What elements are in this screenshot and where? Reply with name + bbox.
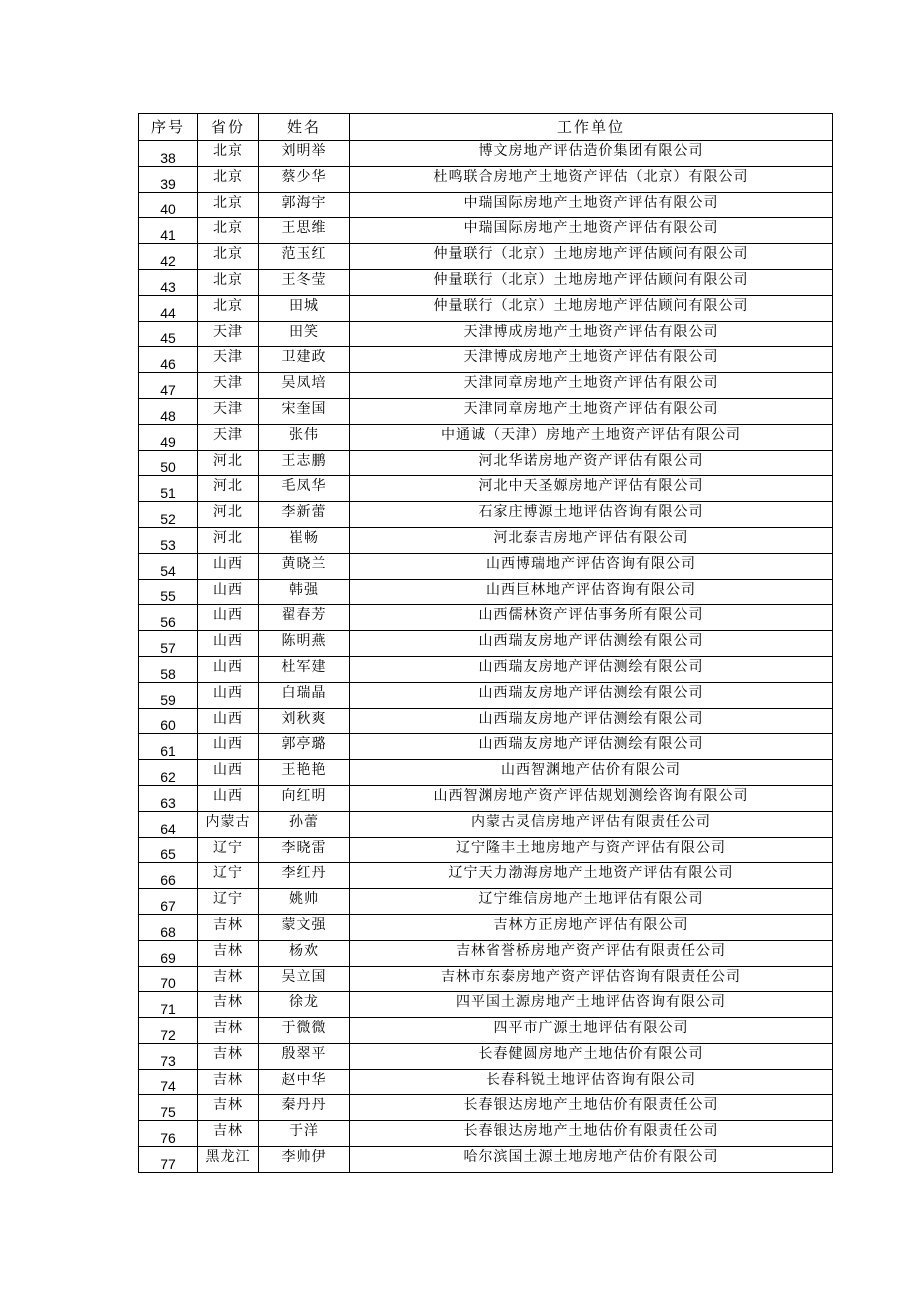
cell-no: 72 <box>139 1018 198 1044</box>
cell-province: 山西 <box>198 579 259 605</box>
table-row <box>139 992 833 1018</box>
cell-name: 向红明 <box>259 785 350 811</box>
cell-name: 徐龙 <box>259 992 350 1018</box>
cell-organization: 河北中天圣嫄房地产评估有限公司 <box>350 476 833 502</box>
cell-no: 55 <box>139 579 198 605</box>
cell-organization: 山西儒林资产评估事务所有限公司 <box>350 605 833 631</box>
table-row <box>139 166 833 192</box>
cell-province: 北京 <box>198 269 259 295</box>
table-row <box>139 889 833 915</box>
cell-province: 天津 <box>198 347 259 373</box>
cell-name: 田城 <box>259 295 350 321</box>
cell-name: 李红丹 <box>259 863 350 889</box>
table-row <box>139 373 833 399</box>
table-row <box>139 192 833 218</box>
table-row <box>139 450 833 476</box>
cell-province: 天津 <box>198 424 259 450</box>
cell-organization: 辽宁维信房地产土地评估有限公司 <box>350 889 833 915</box>
table-row <box>139 656 833 682</box>
cell-organization: 仲量联行（北京）土地房地产评估顾问有限公司 <box>350 244 833 270</box>
cell-name: 崔畅 <box>259 527 350 553</box>
cell-no: 56 <box>139 605 198 631</box>
table-row <box>139 527 833 553</box>
cell-province: 吉林 <box>198 1043 259 1069</box>
cell-no: 39 <box>139 166 198 192</box>
cell-name: 王志鹏 <box>259 450 350 476</box>
cell-no: 75 <box>139 1095 198 1121</box>
header-organization: 工作单位 <box>350 114 833 141</box>
cell-organization: 吉林省誉桥房地产资产评估有限责任公司 <box>350 940 833 966</box>
cell-no: 65 <box>139 837 198 863</box>
roster-table <box>138 113 833 1173</box>
table-row <box>139 1121 833 1147</box>
cell-no: 42 <box>139 244 198 270</box>
cell-name: 郭海宇 <box>259 192 350 218</box>
cell-no: 46 <box>139 347 198 373</box>
cell-organization: 山西智渊房地产资产评估规划测绘咨询有限公司 <box>350 785 833 811</box>
cell-no: 43 <box>139 269 198 295</box>
cell-organization: 中瑞国际房地产土地资产评估有限公司 <box>350 218 833 244</box>
cell-province: 北京 <box>198 295 259 321</box>
table-row <box>139 1147 833 1173</box>
cell-organization: 吉林市东泰房地产资产评估咨询有限责任公司 <box>350 966 833 992</box>
cell-name: 卫建政 <box>259 347 350 373</box>
cell-name: 赵中华 <box>259 1069 350 1095</box>
table-row <box>139 966 833 992</box>
cell-name: 陈明燕 <box>259 631 350 657</box>
cell-province: 辽宁 <box>198 863 259 889</box>
table-row <box>139 682 833 708</box>
table-row <box>139 218 833 244</box>
cell-organization: 中瑞国际房地产土地资产评估有限公司 <box>350 192 833 218</box>
cell-no: 51 <box>139 476 198 502</box>
cell-organization: 河北华诺房地产资产评估有限公司 <box>350 450 833 476</box>
table-row <box>139 631 833 657</box>
cell-no: 64 <box>139 811 198 837</box>
cell-organization: 山西瑞友房地产评估测绘有限公司 <box>350 708 833 734</box>
cell-no: 59 <box>139 682 198 708</box>
cell-organization: 山西瑞友房地产评估测绘有限公司 <box>350 682 833 708</box>
cell-name: 白瑞晶 <box>259 682 350 708</box>
cell-name: 宋奎国 <box>259 398 350 424</box>
cell-organization: 哈尔滨国土源土地房地产估价有限公司 <box>350 1147 833 1173</box>
cell-no: 62 <box>139 760 198 786</box>
table-header-row <box>139 114 833 141</box>
table-row <box>139 141 833 167</box>
cell-no: 40 <box>139 192 198 218</box>
cell-province: 山西 <box>198 760 259 786</box>
cell-province: 吉林 <box>198 940 259 966</box>
cell-no: 66 <box>139 863 198 889</box>
cell-organization: 四平市广源土地评估有限公司 <box>350 1018 833 1044</box>
cell-name: 于洋 <box>259 1121 350 1147</box>
cell-name: 吴立国 <box>259 966 350 992</box>
table-row <box>139 476 833 502</box>
cell-name: 王思维 <box>259 218 350 244</box>
table-row <box>139 244 833 270</box>
table-row <box>139 398 833 424</box>
cell-no: 63 <box>139 785 198 811</box>
table-row <box>139 321 833 347</box>
cell-organization: 天津博成房地产土地资产评估有限公司 <box>350 321 833 347</box>
table-row <box>139 811 833 837</box>
cell-no: 67 <box>139 889 198 915</box>
table-row <box>139 553 833 579</box>
table-row <box>139 347 833 373</box>
cell-name: 吴凤培 <box>259 373 350 399</box>
cell-name: 李新蕾 <box>259 502 350 528</box>
cell-name: 张伟 <box>259 424 350 450</box>
cell-no: 70 <box>139 966 198 992</box>
cell-no: 68 <box>139 914 198 940</box>
cell-province: 吉林 <box>198 966 259 992</box>
cell-organization: 天津同章房地产土地资产评估有限公司 <box>350 373 833 399</box>
cell-name: 姚帅 <box>259 889 350 915</box>
cell-province: 山西 <box>198 734 259 760</box>
header-name: 姓名 <box>259 114 350 141</box>
cell-organization: 山西瑞友房地产评估测绘有限公司 <box>350 656 833 682</box>
cell-organization: 长春银达房地产土地估价有限责任公司 <box>350 1095 833 1121</box>
cell-no: 60 <box>139 708 198 734</box>
cell-name: 郭亭璐 <box>259 734 350 760</box>
cell-no: 76 <box>139 1121 198 1147</box>
cell-organization: 仲量联行（北京）土地房地产评估顾问有限公司 <box>350 269 833 295</box>
cell-no: 45 <box>139 321 198 347</box>
table-row <box>139 734 833 760</box>
table-row <box>139 1043 833 1069</box>
cell-name: 田笑 <box>259 321 350 347</box>
cell-province: 吉林 <box>198 914 259 940</box>
cell-organization: 长春银达房地产土地估价有限责任公司 <box>350 1121 833 1147</box>
cell-province: 河北 <box>198 450 259 476</box>
cell-name: 翟春芳 <box>259 605 350 631</box>
cell-no: 57 <box>139 631 198 657</box>
table-row <box>139 760 833 786</box>
cell-organization: 中通诚（天津）房地产土地资产评估有限公司 <box>350 424 833 450</box>
cell-no: 69 <box>139 940 198 966</box>
table-row <box>139 579 833 605</box>
cell-province: 辽宁 <box>198 889 259 915</box>
cell-organization: 天津博成房地产土地资产评估有限公司 <box>350 347 833 373</box>
cell-name: 于微微 <box>259 1018 350 1044</box>
cell-province: 天津 <box>198 373 259 399</box>
cell-province: 吉林 <box>198 1095 259 1121</box>
table-row <box>139 837 833 863</box>
cell-name: 黄晓兰 <box>259 553 350 579</box>
cell-no: 48 <box>139 398 198 424</box>
cell-no: 58 <box>139 656 198 682</box>
cell-organization: 天津同章房地产土地资产评估有限公司 <box>350 398 833 424</box>
cell-province: 北京 <box>198 218 259 244</box>
cell-province: 辽宁 <box>198 837 259 863</box>
cell-province: 山西 <box>198 785 259 811</box>
cell-organization: 山西瑞友房地产评估测绘有限公司 <box>350 631 833 657</box>
cell-no: 52 <box>139 502 198 528</box>
cell-name: 刘秋爽 <box>259 708 350 734</box>
cell-name: 殷翠平 <box>259 1043 350 1069</box>
cell-no: 47 <box>139 373 198 399</box>
cell-organization: 长春科锐土地评估咨询有限公司 <box>350 1069 833 1095</box>
table-row <box>139 502 833 528</box>
cell-province: 河北 <box>198 527 259 553</box>
cell-no: 49 <box>139 424 198 450</box>
cell-name: 刘明举 <box>259 141 350 167</box>
cell-name: 韩强 <box>259 579 350 605</box>
cell-no: 54 <box>139 553 198 579</box>
cell-name: 毛凤华 <box>259 476 350 502</box>
table-row <box>139 1069 833 1095</box>
table-row <box>139 424 833 450</box>
cell-organization: 山西瑞友房地产评估测绘有限公司 <box>350 734 833 760</box>
cell-no: 41 <box>139 218 198 244</box>
cell-organization: 四平国土源房地产土地评估咨询有限公司 <box>350 992 833 1018</box>
cell-name: 王艳艳 <box>259 760 350 786</box>
cell-province: 山西 <box>198 605 259 631</box>
cell-no: 38 <box>139 141 198 167</box>
cell-name: 秦丹丹 <box>259 1095 350 1121</box>
cell-organization: 河北泰吉房地产评估有限公司 <box>350 527 833 553</box>
cell-province: 山西 <box>198 682 259 708</box>
cell-no: 53 <box>139 527 198 553</box>
cell-province: 内蒙古 <box>198 811 259 837</box>
cell-organization: 仲量联行（北京）土地房地产评估顾问有限公司 <box>350 295 833 321</box>
table-row <box>139 605 833 631</box>
cell-no: 44 <box>139 295 198 321</box>
cell-name: 杨欢 <box>259 940 350 966</box>
cell-no: 50 <box>139 450 198 476</box>
cell-organization: 山西智渊地产估价有限公司 <box>350 760 833 786</box>
cell-organization: 内蒙古灵信房地产评估有限责任公司 <box>350 811 833 837</box>
cell-province: 北京 <box>198 192 259 218</box>
cell-organization: 辽宁隆丰土地房地产与资产评估有限公司 <box>350 837 833 863</box>
cell-province: 天津 <box>198 398 259 424</box>
header-no: 序号 <box>139 114 198 141</box>
cell-no: 74 <box>139 1069 198 1095</box>
cell-name: 杜军建 <box>259 656 350 682</box>
cell-organization: 山西巨林地产评估咨询有限公司 <box>350 579 833 605</box>
cell-name: 李帅伊 <box>259 1147 350 1173</box>
cell-organization: 山西博瑞地产评估咨询有限公司 <box>350 553 833 579</box>
cell-province: 黑龙江 <box>198 1147 259 1173</box>
table-row <box>139 940 833 966</box>
cell-province: 山西 <box>198 631 259 657</box>
cell-name: 蔡少华 <box>259 166 350 192</box>
table-body <box>139 141 833 1173</box>
cell-name: 范玉红 <box>259 244 350 270</box>
table-row <box>139 269 833 295</box>
table-row <box>139 785 833 811</box>
table-row <box>139 1018 833 1044</box>
cell-organization: 博文房地产评估造价集团有限公司 <box>350 141 833 167</box>
cell-province: 北京 <box>198 141 259 167</box>
table-row <box>139 1095 833 1121</box>
table-row <box>139 708 833 734</box>
cell-no: 61 <box>139 734 198 760</box>
cell-organization: 杜鸣联合房地产土地资产评估（北京）有限公司 <box>350 166 833 192</box>
cell-name: 蒙文强 <box>259 914 350 940</box>
cell-no: 77 <box>139 1147 198 1173</box>
cell-no: 73 <box>139 1043 198 1069</box>
cell-province: 天津 <box>198 321 259 347</box>
cell-province: 吉林 <box>198 1069 259 1095</box>
cell-name: 孙蕾 <box>259 811 350 837</box>
cell-province: 山西 <box>198 553 259 579</box>
header-province: 省份 <box>198 114 259 141</box>
cell-province: 河北 <box>198 502 259 528</box>
cell-province: 山西 <box>198 656 259 682</box>
cell-province: 北京 <box>198 166 259 192</box>
cell-province: 吉林 <box>198 1121 259 1147</box>
cell-organization: 吉林方正房地产评估有限公司 <box>350 914 833 940</box>
cell-organization: 长春健圆房地产土地估价有限公司 <box>350 1043 833 1069</box>
cell-province: 河北 <box>198 476 259 502</box>
cell-name: 李晓雷 <box>259 837 350 863</box>
cell-province: 吉林 <box>198 992 259 1018</box>
cell-name: 王冬莹 <box>259 269 350 295</box>
cell-province: 山西 <box>198 708 259 734</box>
cell-organization: 石家庄博源土地评估咨询有限公司 <box>350 502 833 528</box>
table-row <box>139 914 833 940</box>
cell-organization: 辽宁天力渤海房地产土地资产评估有限公司 <box>350 863 833 889</box>
table-row <box>139 863 833 889</box>
cell-no: 71 <box>139 992 198 1018</box>
table-row <box>139 295 833 321</box>
cell-province: 吉林 <box>198 1018 259 1044</box>
cell-province: 北京 <box>198 244 259 270</box>
